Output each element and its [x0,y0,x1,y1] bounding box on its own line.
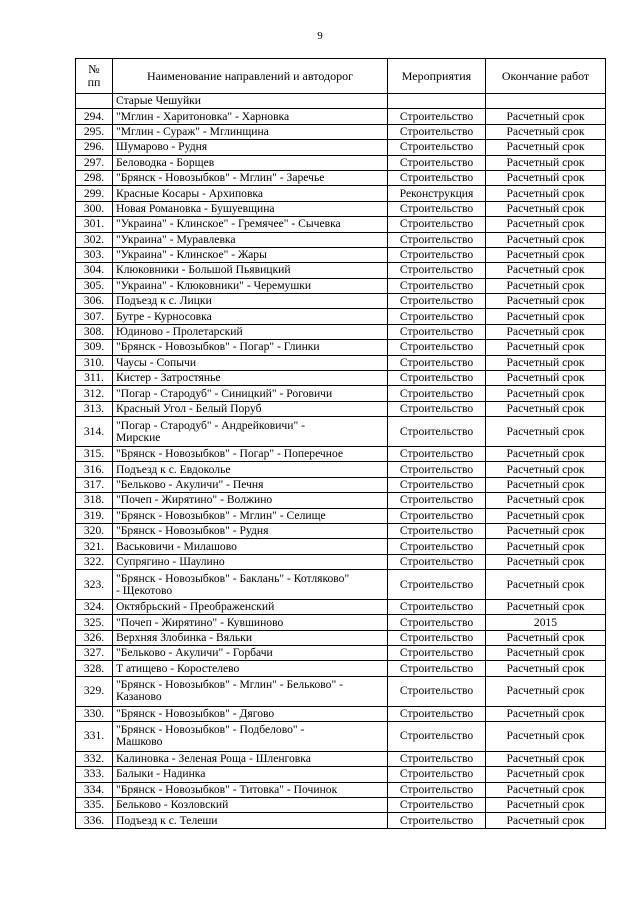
cell-name: Балыки - Надинка [113,767,388,782]
cell-activity: Строительство [388,447,486,462]
cell-end: Расчетный срок [486,324,606,339]
cell-activity: Строительство [388,798,486,813]
header-activity: Мероприятия [388,59,486,94]
cell-activity: Строительство [388,324,486,339]
table-row [76,294,606,309]
cell-activity: Строительство [388,247,486,262]
cell-name: "Брянск - Новозыбков" - Дягово [113,706,388,721]
cell-name: Васьковичи - Милашово [113,539,388,554]
table-row [76,630,606,645]
cell-num: 316. [76,462,113,477]
cell-end: Расчетный срок [486,493,606,508]
table-row [76,767,606,782]
cell-name: Шумарово - Рудня [113,140,388,155]
cell-end: Расчетный срок [486,447,606,462]
cell-end: Расчетный срок [486,170,606,185]
cell-name: "Украина" - Клинское" - Гремячее" - Сычевка [113,217,388,232]
cell-num: 336. [76,813,113,828]
cell-name: Верхняя Злобинка - Вяльки [113,630,388,645]
cell-activity: Строительство [388,371,486,386]
cell-name: Старые Чешуйки [113,94,388,109]
cell-num: 301. [76,217,113,232]
cell-num: 317. [76,477,113,492]
cell-num: 306. [76,294,113,309]
table-row [76,615,606,630]
table-row [76,706,606,721]
cell-activity: Строительство [388,217,486,232]
cell-end: Расчетный срок [486,386,606,401]
cell-end: Расчетный срок [486,109,606,124]
cell-end [486,94,606,109]
table-row [76,782,606,797]
cell-num: 310. [76,355,113,370]
cell-name: Подъезд к с. Лицки [113,294,388,309]
cell-num: 299. [76,186,113,201]
cell-activity: Строительство [388,706,486,721]
table-row [76,309,606,324]
cell-activity: Строительство [388,782,486,797]
cell-activity: Строительство [388,170,486,185]
table-row [76,278,606,293]
cell-num: 315. [76,447,113,462]
table-row [76,676,606,706]
cell-name: Подъезд к с. Телеши [113,813,388,828]
cell-name: "Брянск - Новозыбков" - Погар" - Глинки [113,340,388,355]
cell-activity: Строительство [388,570,486,600]
cell-end: Расчетный срок [486,217,606,232]
table-row [76,324,606,339]
cell-name: "Почеп - Жирятино" - Волжино [113,493,388,508]
cell-activity: Строительство [388,722,486,752]
table-row [76,371,606,386]
cell-num: 322. [76,554,113,569]
cell-name: Беловодка - Борщев [113,155,388,170]
cell-activity: Реконструкция [388,186,486,201]
table-row [76,201,606,216]
table-row [76,340,606,355]
table-row [76,447,606,462]
cell-num: 321. [76,539,113,554]
cell-end: Расчетный срок [486,554,606,569]
cell-num: 297. [76,155,113,170]
cell-activity: Строительство [388,751,486,766]
cell-name: Кистер - Затростянье [113,371,388,386]
table-row [76,263,606,278]
cell-num: 330. [76,706,113,721]
table-row [76,599,606,614]
cell-name: "Украина" - Клинское" - Жары [113,247,388,262]
cell-name: Бельково - Козловский [113,798,388,813]
header-name: Наименование направлений и автодорог [113,59,388,94]
cell-end: Расчетный срок [486,247,606,262]
cell-num: 320. [76,523,113,538]
cell-end: Расчетный срок [486,201,606,216]
table-row [76,401,606,416]
table-row [76,386,606,401]
cell-name: "Брянск - Новозыбков" - Погар" - Поперечное [113,447,388,462]
cell-activity: Строительство [388,615,486,630]
cell-end: Расчетный срок [486,523,606,538]
cell-name: Красный Угол - Белый Поруб [113,401,388,416]
cell-end: Расчетный срок [486,539,606,554]
cell-end: Расчетный срок [486,782,606,797]
cell-activity: Строительство [388,355,486,370]
cell-end: Расчетный срок [486,355,606,370]
cell-name: Красные Косары - Архиповка [113,186,388,201]
table-header [76,59,606,94]
table-row [76,417,606,447]
table-row [76,124,606,139]
cell-end: Расчетный срок [486,278,606,293]
table-row [76,109,606,124]
header-num: № пп [76,59,113,94]
cell-name: "Бельково - Акуличи" - Горбачи [113,646,388,661]
cell-num: 332. [76,751,113,766]
cell-end: Расчетный срок [486,462,606,477]
cell-activity: Строительство [388,508,486,523]
cell-end: Расчетный срок [486,294,606,309]
cell-num: 294. [76,109,113,124]
cell-num: 319. [76,508,113,523]
cell-end: Расчетный срок [486,599,606,614]
table-row [76,140,606,155]
cell-end: Расчетный срок [486,508,606,523]
cell-num: 327. [76,646,113,661]
cell-num: 311. [76,371,113,386]
table-row [76,493,606,508]
cell-end: Расчетный срок [486,570,606,600]
table-row [76,217,606,232]
table-row [76,247,606,262]
cell-activity: Строительство [388,493,486,508]
table-row [76,554,606,569]
cell-num: 296. [76,140,113,155]
page-number: 9 [317,30,323,42]
cell-num: 300. [76,201,113,216]
cell-end: Расчетный срок [486,140,606,155]
cell-activity: Строительство [388,523,486,538]
cell-num: 323. [76,570,113,600]
cell-activity: Строительство [388,417,486,447]
cell-num: 302. [76,232,113,247]
cell-activity: Строительство [388,294,486,309]
cell-activity: Строительство [388,401,486,416]
cell-name: "Брянск - Новозыбков" - Подбелово" - Машково [113,722,388,752]
cell-name: Октябрьский - Преображенский [113,599,388,614]
cell-num: 324. [76,599,113,614]
cell-name: Т атищево - Коростелево [113,661,388,676]
cell-end: Расчетный срок [486,798,606,813]
cell-name: Супрягино - Шаулино [113,554,388,569]
cell-name: "Погар - Стародуб" - Андрейковичи" - Мирские [113,417,388,447]
cell-name: Подъезд к с. Евдоколье [113,462,388,477]
cell-end: Расчетный срок [486,661,606,676]
cell-activity: Строительство [388,340,486,355]
cell-num: 303. [76,247,113,262]
cell-activity: Строительство [388,767,486,782]
cell-num: 329. [76,676,113,706]
cell-end: Расчетный срок [486,767,606,782]
cell-name: "Погар - Стародуб" - Синицкий" - Роговичи [113,386,388,401]
table-row [76,355,606,370]
cell-end: Расчетный срок [486,155,606,170]
cell-end: Расчетный срок [486,263,606,278]
cell-activity: Строительство [388,630,486,645]
cell-activity: Строительство [388,554,486,569]
table-row [76,508,606,523]
table-row [76,751,606,766]
cell-name: "Мглин - Харитоновка" - Харновка [113,109,388,124]
cell-end: Расчетный срок [486,371,606,386]
cell-name: Калиновка - Зеленая Роща - Шленговка [113,751,388,766]
cell-activity: Строительство [388,386,486,401]
cell-end: Расчетный срок [486,813,606,828]
cell-end: Расчетный срок [486,340,606,355]
cell-end: Расчетный срок [486,232,606,247]
cell-end: Расчетный срок [486,309,606,324]
table-row [76,462,606,477]
cell-num: 304. [76,263,113,278]
cell-activity: Строительство [388,140,486,155]
cell-num: 333. [76,767,113,782]
cell-activity: Строительство [388,599,486,614]
cell-num: 335. [76,798,113,813]
cell-num [76,94,113,109]
cell-end: Расчетный срок [486,186,606,201]
cell-name: Новая Романовка - Бушуевщина [113,201,388,216]
cell-end: Расчетный срок [486,646,606,661]
cell-name: "Бельково - Акуличи" - Печня [113,477,388,492]
cell-name: "Почеп - Жирятино" - Кувшиново [113,615,388,630]
cell-name: "Брянск - Новозыбков" - Рудня [113,523,388,538]
cell-num: 326. [76,630,113,645]
cell-end: Расчетный срок [486,124,606,139]
cell-end: Расчетный срок [486,401,606,416]
table-row [76,232,606,247]
cell-activity: Строительство [388,263,486,278]
cell-name: "Брянск - Новозыбков" - Титовка" - Починок [113,782,388,797]
cell-end: Расчетный срок [486,477,606,492]
cell-activity: Строительство [388,462,486,477]
cell-name: "Брянск - Новозыбков" - Мглин" - Селище [113,508,388,523]
table-row [76,155,606,170]
table-row [76,570,606,600]
header-end: Окончание работ [486,59,606,94]
cell-num: 308. [76,324,113,339]
cell-activity: Строительство [388,813,486,828]
cell-name: "Украина" - Муравлевка [113,232,388,247]
cell-name: Клюковники - Большой Пьявицкий [113,263,388,278]
table-row-continuation [76,94,606,109]
cell-activity: Строительство [388,646,486,661]
cell-num: 314. [76,417,113,447]
cell-name: "Мглин - Сураж" - Мглинщина [113,124,388,139]
cell-activity: Строительство [388,661,486,676]
cell-end: Расчетный срок [486,706,606,721]
cell-num: 328. [76,661,113,676]
table-row [76,798,606,813]
cell-activity: Строительство [388,309,486,324]
cell-activity: Строительство [388,109,486,124]
cell-num: 307. [76,309,113,324]
table-row [76,661,606,676]
cell-num: 334. [76,782,113,797]
cell-num: 312. [76,386,113,401]
cell-name: "Украина" - Клюковники" - Черемушки [113,278,388,293]
cell-num: 313. [76,401,113,416]
cell-end: Расчетный срок [486,722,606,752]
table-row [76,722,606,752]
cell-name: "Брянск - Новозыбков" - Мглин" - Заречье [113,170,388,185]
cell-activity: Строительство [388,477,486,492]
cell-num: 305. [76,278,113,293]
cell-activity [388,94,486,109]
table-row [76,646,606,661]
table-row [76,813,606,828]
table-row [76,170,606,185]
table-row [76,477,606,492]
cell-num: 318. [76,493,113,508]
roads-table [75,58,606,829]
cell-activity: Строительство [388,201,486,216]
cell-end: Расчетный срок [486,630,606,645]
cell-end: Расчетный срок [486,417,606,447]
cell-activity: Строительство [388,232,486,247]
table-row [76,539,606,554]
cell-name: "Брянск - Новозыбков" - Мглин" - Бельково" - Казаново [113,676,388,706]
cell-num: 295. [76,124,113,139]
cell-num: 331. [76,722,113,752]
cell-end: Расчетный срок [486,676,606,706]
cell-num: 298. [76,170,113,185]
cell-end: 2015 [486,615,606,630]
table-body [76,94,606,829]
table-row [76,186,606,201]
cell-activity: Строительство [388,539,486,554]
cell-name: "Брянск - Новозыбков" - Баклань" - Котляково" - Щекотово [113,570,388,600]
cell-num: 325. [76,615,113,630]
cell-activity: Строительство [388,124,486,139]
table-row [76,523,606,538]
cell-name: Чаусы - Сопычи [113,355,388,370]
cell-name: Юдиново - Пролетарский [113,324,388,339]
cell-end: Расчетный срок [486,751,606,766]
cell-activity: Строительство [388,676,486,706]
cell-activity: Строительство [388,155,486,170]
cell-activity: Строительство [388,278,486,293]
cell-name: Бутре - Курносовка [113,309,388,324]
cell-num: 309. [76,340,113,355]
